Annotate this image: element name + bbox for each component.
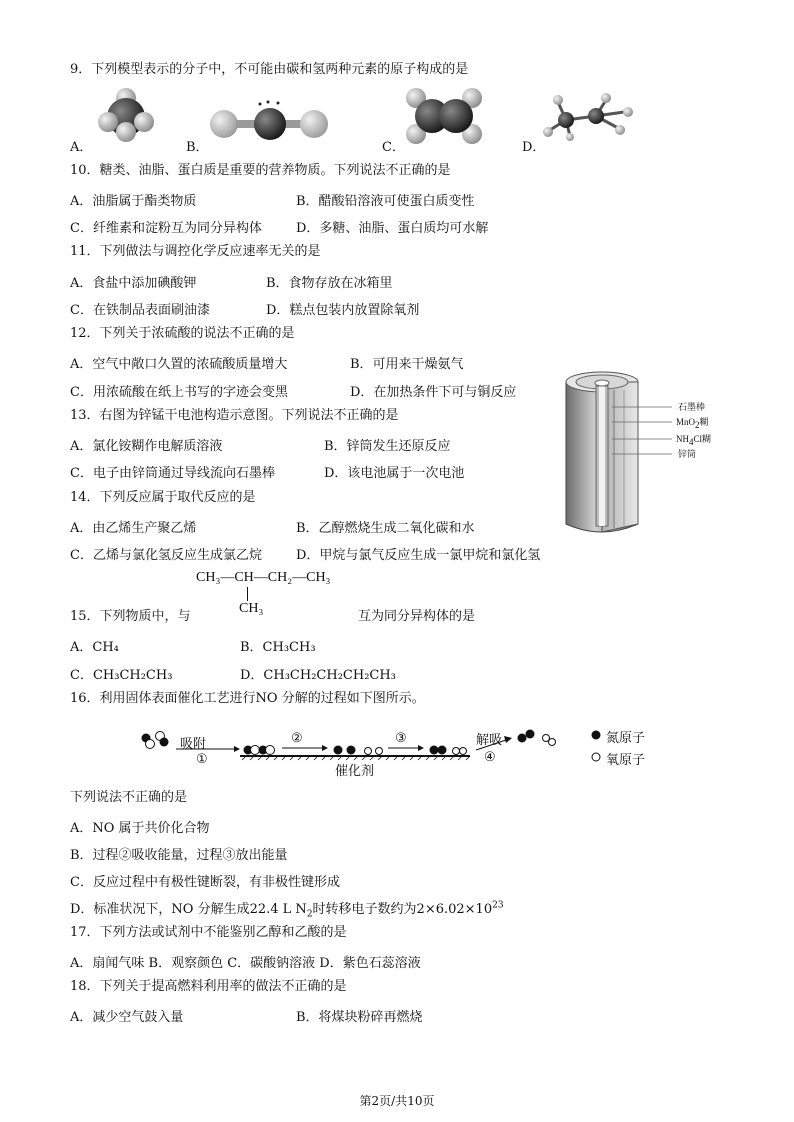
page-footer: 第2页/共10页 [359,1094,435,1108]
q11-option-d: D．糕点包装内放置除氧剂 [266,303,420,318]
battery-label-mno2: MnO$_2$糊 [676,417,709,430]
q15-option-c: C．CH₃CH₂CH₃ [70,668,173,683]
q14-option-b: B．乙醇燃烧生成二氧化碳和水 [296,521,475,536]
q13-option-d: D．该电池属于一次电池 [324,466,465,481]
q13-option-a: A．氯化铵糊作电解质溶液 [70,439,223,454]
q14-option-d: D．甲烷与氯气反应生成一氯甲烷和氯化氢 [296,548,541,563]
q16-option-c: C．反应过程中有极性键断裂，有非极性键形成 [70,875,340,890]
q13-option-c: C．电子由锌筒通过导线流向石墨棒 [70,466,275,481]
q15-option-d: D．CH₃CH₂CH₂CH₂CH₃ [240,668,396,683]
q14-option-a: A．由乙烯生产聚乙烯 [70,521,197,536]
q10-option-c: C．纤维素和淀粉互为同分异构体 [70,221,262,236]
q18-option-a: A．减少空气鼓入量 [70,1010,184,1025]
q15-structure-main: CH₃—CH—CH₂—CH₃ [196,570,331,585]
q15-stem-post: 互为同分异构体的是 [358,609,476,624]
q15-option-a: A．CH₄ [70,640,119,655]
q15-stem-pre: 15．下列物质中，与 [70,609,191,624]
q10-option-a: A．油脂属于酯类物质 [70,194,197,209]
step1-label: 吸附 [180,737,207,752]
molecule-d-image [542,92,638,142]
q9-label-d: D． [522,140,546,155]
q14-option-c: C．乙烯与氯化氢反应生成氯乙烷 [70,548,262,563]
q13-stem: 13．右图为锌锰干电池构造示意图。下列说法不正确的是 [70,408,399,423]
molecule-b-image [208,100,332,146]
q9-label-c: C． [382,140,405,155]
legend-markers [590,727,602,767]
q13-option-b: B．锌筒发生还原反应 [324,439,451,454]
q16-lead: 下列说法不正确的是 [70,790,188,805]
legend-nitrogen: 氮原子 [606,731,646,746]
step2-number: ② [291,731,303,746]
q10-stem: 10．糖类、油脂、蛋白质是重要的营养物质。下列说法不正确的是 [70,163,451,178]
q16-option-d: D．标准状况下，NO 分解生成22.4 L $N_2$时转移电子数约为$2\times 6.02\times 10^{23}$ [70,900,504,920]
q16-option-b: B．过程②吸收能量，过程③放出能量 [70,848,288,863]
catalyst-label: 催化剂 [335,764,375,779]
q12-stem: 12．下列关于浓硫酸的说法不正确的是 [70,326,295,341]
step3-number: ③ [395,731,407,746]
q10-option-d: D．多糖、油脂、蛋白质均可水解 [296,221,489,236]
legend-oxygen: 氧原子 [606,753,646,768]
q11-option-a: A．食盐中添加碘酸钾 [70,276,197,291]
step4-number: ④ [484,750,496,765]
q11-stem: 11．下列做法与调控化学反应速率无关的是 [70,244,321,259]
battery-label-graphite: 石墨棒 [678,402,706,412]
q16-option-a: A．NO 属于共价化合物 [70,821,210,836]
q9-label-a: A． [70,140,93,155]
battery-label-zinc: 锌筒 [678,449,697,459]
q12-option-c: C．用浓硫酸在纸上书写的字迹会变黑 [70,385,288,400]
q18-stem: 18．下列关于提高燃料利用率的做法不正确的是 [70,979,347,994]
q17-stem: 17．下列方法或试剂中不能鉴别乙醇和乙酸的是 [70,925,347,940]
q16-stem: 16．利用固体表面催化工艺进行NO 分解的过程如下图所示。 [70,691,425,706]
q12-option-b: B．可用来干燥氨气 [350,357,464,372]
q14-stem: 14．下列反应属于取代反应的是 [70,490,256,505]
step4-label: 解吸 [476,733,503,748]
q10-option-b: B．醋酸铅溶液可使蛋白质变性 [296,194,475,209]
q15-structure-branch: CH₃ [239,601,264,616]
q9-stem: 9．下列模型表示的分子中，不可能由碳和氢两种元素的原子构成的是 [70,62,469,77]
q17-options: A．扇闻气味 B．观察颜色 C．碳酸钠溶液 D．紫色石蕊溶液 [70,956,421,971]
step1-number: ① [196,752,208,767]
battery-pointer-lines [612,400,672,460]
q9-label-b: B． [186,140,209,155]
q18-option-b: B．将煤块粉碎再燃烧 [296,1010,423,1025]
molecule-c-image [402,86,486,148]
molecule-a-image [90,84,162,146]
q15-structure-bond [247,587,248,601]
q12-option-a: A．空气中敞口久置的浓硫酸质量增大 [70,357,288,372]
q15-option-b: B．CH₃CH₃ [240,640,316,655]
battery-label-nh4cl: $NH_4Cl$糊 [676,434,712,447]
q11-option-c: C．在铁制品表面刷油漆 [70,303,210,318]
q12-option-d: D．在加热条件下可与铜反应 [350,385,517,400]
q11-option-b: B．食物存放在冰箱里 [266,276,393,291]
